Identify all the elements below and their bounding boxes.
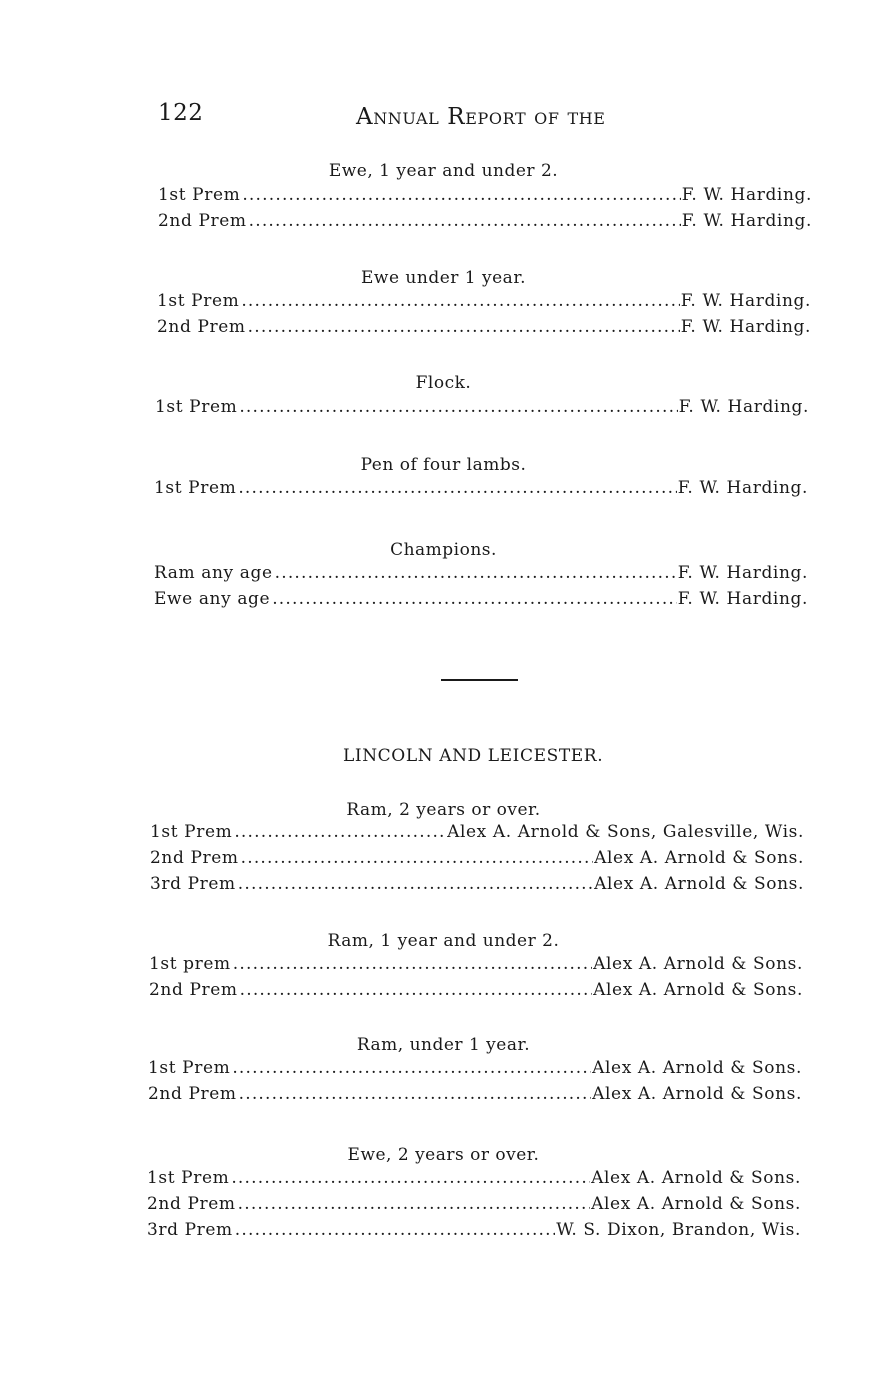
class-heading: Pen of four lambs.: [360, 455, 527, 475]
award-label: Ewe any age: [154, 589, 271, 609]
leader-dots: [248, 317, 680, 337]
running-title: Annual Report of the: [356, 104, 606, 130]
leader-dots: [233, 954, 592, 974]
award-row: [149, 954, 803, 974]
award-label: 2nd Prem: [157, 317, 246, 337]
class-heading: Ram, 2 years or over.: [346, 800, 541, 820]
award-row: [148, 1084, 802, 1104]
award-winner: F. W. Harding.: [681, 185, 812, 205]
leader-dots: [232, 1058, 591, 1078]
award-winner: F. W. Harding.: [677, 589, 808, 609]
leader-dots: [239, 397, 677, 417]
award-label: 1st Prem: [154, 478, 237, 498]
award-label: 1st Prem: [150, 822, 233, 842]
award-row: [158, 185, 812, 205]
award-row: [150, 874, 804, 894]
award-winner: F. W. Harding.: [680, 317, 811, 337]
leader-dots: [240, 980, 593, 1000]
award-label: 2nd Prem: [148, 1084, 237, 1104]
award-winner: Alex A. Arnold & Sons.: [594, 874, 804, 894]
class-heading: Ewe, 2 years or over.: [347, 1145, 540, 1165]
section-title: LINCOLN AND LEICESTER.: [343, 746, 604, 766]
award-label: 2nd Prem: [150, 848, 239, 868]
award-row: [147, 1168, 801, 1188]
award-row: [150, 822, 804, 842]
award-winner: Alex A. Arnold & Sons.: [593, 954, 803, 974]
award-winner: Alex A. Arnold & Sons.: [592, 1084, 802, 1104]
award-winner: W. S. Dixon, Brandon, Wis.: [556, 1220, 801, 1240]
class-heading: Ewe, 1 year and under 2.: [328, 161, 559, 181]
award-label: 2nd Prem: [147, 1194, 236, 1214]
leader-dots: [238, 1194, 591, 1214]
award-label: 1st Prem: [157, 291, 240, 311]
award-row: [154, 589, 808, 609]
award-winner: F. W. Harding.: [677, 563, 808, 583]
leader-dots: [231, 1168, 590, 1188]
award-winner: Alex A. Arnold & Sons, Galesville, Wis.: [447, 822, 804, 842]
award-row: [154, 563, 808, 583]
award-label: Ram any age: [154, 563, 273, 583]
award-winner: Alex A. Arnold & Sons.: [594, 848, 804, 868]
award-row: [158, 211, 812, 231]
leader-dots: [249, 211, 681, 231]
award-row: [155, 397, 809, 417]
leader-dots: [242, 185, 680, 205]
award-winner: F. W. Harding.: [681, 211, 812, 231]
award-row: [154, 478, 808, 498]
class-heading: Ewe under 1 year.: [361, 268, 526, 288]
award-row: [147, 1194, 801, 1214]
award-label: 1st Prem: [148, 1058, 231, 1078]
award-label: 3rd Prem: [147, 1220, 233, 1240]
award-winner: Alex A. Arnold & Sons.: [593, 980, 803, 1000]
leader-dots: [235, 1220, 556, 1240]
award-label: 1st Prem: [147, 1168, 230, 1188]
page-number: 122: [158, 100, 204, 126]
leader-dots: [238, 478, 676, 498]
section-divider: [441, 679, 518, 681]
award-winner: F. W. Harding.: [678, 397, 809, 417]
leader-dots: [275, 563, 677, 583]
award-row: [149, 980, 803, 1000]
leader-dots: [234, 822, 446, 842]
award-label: 2nd Prem: [149, 980, 238, 1000]
class-heading: Ram, under 1 year.: [356, 1035, 531, 1055]
leader-dots: [238, 874, 593, 894]
award-winner: Alex A. Arnold & Sons.: [592, 1058, 802, 1078]
leader-dots: [241, 848, 594, 868]
award-winner: F. W. Harding.: [677, 478, 808, 498]
leader-dots: [239, 1084, 592, 1104]
award-row: [157, 317, 811, 337]
class-heading: Ram, 1 year and under 2.: [327, 931, 560, 951]
leader-dots: [241, 291, 679, 311]
class-heading: Champions.: [390, 540, 497, 560]
award-row: [147, 1220, 801, 1240]
leader-dots: [272, 589, 676, 609]
award-label: 1st Prem: [158, 185, 241, 205]
award-winner: Alex A. Arnold & Sons.: [591, 1194, 801, 1214]
class-heading: Flock.: [415, 373, 472, 393]
award-winner: Alex A. Arnold & Sons.: [591, 1168, 801, 1188]
award-winner: F. W. Harding.: [680, 291, 811, 311]
award-row: [157, 291, 811, 311]
award-row: [150, 848, 804, 868]
award-label: 2nd Prem: [158, 211, 247, 231]
award-label: 1st prem: [149, 954, 231, 974]
award-label: 1st Prem: [155, 397, 238, 417]
award-row: [148, 1058, 802, 1078]
award-label: 3rd Prem: [150, 874, 236, 894]
